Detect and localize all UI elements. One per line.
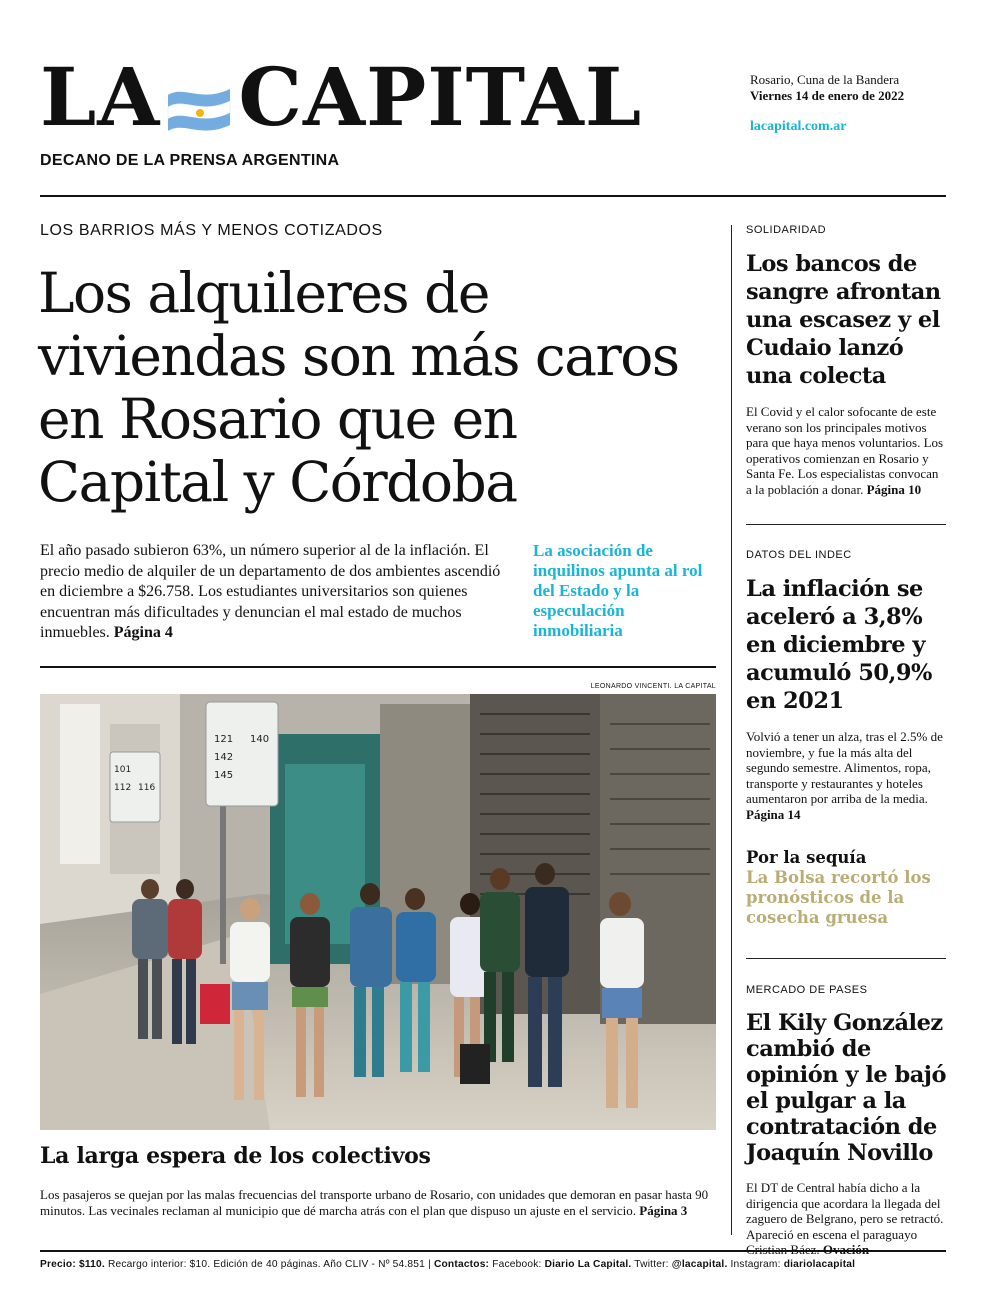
bus-sign-number: 140 — [250, 734, 270, 745]
top-rule — [40, 195, 946, 197]
main-story-deck — [40, 541, 510, 644]
website-link[interactable]: lacapital.com.ar — [750, 119, 847, 134]
facebook-link[interactable]: Diario La Capital. — [544, 1259, 632, 1270]
masthead — [40, 50, 740, 169]
related-story-link[interactable]: La asociación de inquilinos apunta al rol del Estado y la especulación inmobiliaria — [533, 541, 703, 640]
sidebar-story-body-text: El Covid y el calor sofocante de este verano son los principales motivos para que haya menos voluntarios. Los operativos comienzan en Rosario y Santa Fe. Los especialistas convocan a la población a donar. — [746, 404, 944, 497]
sidebar-story-headline[interactable]: La inflación se aceleró a 3,8% en diciembre y acumuló 50,9% en 2021 — [746, 576, 932, 714]
mid-rule — [40, 666, 716, 668]
photo-credit: LEONARDO VINCENTI. LA CAPITAL — [590, 683, 716, 690]
bus-sign-number: 116 — [138, 783, 156, 793]
footer-instagram-label: Instagram: — [730, 1259, 781, 1270]
bottom-rule — [40, 1250, 946, 1252]
footer-price-label: Precio: — [40, 1259, 76, 1270]
sidebar-story-body — [746, 729, 946, 822]
photo-story-page-ref[interactable]: Página 3 — [639, 1203, 688, 1218]
sidebar-story-inflation — [746, 549, 946, 822]
sidebar-story-kicker: DATOS DEL INDEC — [746, 549, 852, 561]
sidebar-rule — [746, 524, 946, 525]
footer-surcharge: Recargo interior: $10. — [107, 1259, 211, 1270]
sidebar-rule — [746, 958, 946, 959]
sidebar-story-page-ref[interactable]: Página 14 — [746, 806, 801, 822]
bus-sign-number: 101 — [114, 765, 132, 775]
photo-story-caption — [40, 1187, 716, 1219]
sidebar-story-body — [746, 404, 946, 497]
bolsa-teaser-sub: La Bolsa recortó los pronósticos de la cosecha gruesa — [746, 868, 931, 927]
sidebar-story-headline[interactable]: El Kily González cambió de opinión y le bajó el pulgar a la contratación de Joaquín Novillo — [746, 1010, 946, 1166]
bus-sign-number: 112 — [114, 783, 132, 793]
logo[interactable] — [40, 52, 740, 142]
column-separator — [731, 225, 732, 1235]
logo-text-capital: CAPITAL — [238, 50, 643, 144]
footer-facebook-label: Facebook: — [492, 1259, 542, 1270]
dateline-date: Viernes 14 de enero de 2022 — [750, 88, 905, 103]
main-story-page-ref[interactable]: Página 4 — [113, 624, 173, 641]
bolsa-teaser-head: Por la sequía — [746, 848, 867, 867]
bus-sign-number: 145 — [214, 770, 234, 781]
bus-sign-number: 142 — [214, 752, 234, 763]
dateline-city: Rosario, Cuna de la Bandera — [750, 72, 900, 87]
logo-text-la: LA — [40, 50, 161, 144]
main-story-headline[interactable]: Los alquileres de viviendas son más caros en Rosario que en Capital y Córdoba — [38, 261, 679, 514]
sidebar-story-kicker: MERCADO DE PASES — [746, 984, 868, 996]
bus-stop-photo — [40, 694, 716, 1130]
sidebar-story-body — [746, 1180, 946, 1258]
sidebar-story-page-ref[interactable]: Página 10 — [866, 481, 922, 497]
footer-twitter-label: Twitter: — [634, 1259, 669, 1270]
masthead-tagline: DECANO DE LA PRENSA ARGENTINA — [40, 152, 340, 169]
bolsa-teaser[interactable] — [746, 848, 946, 928]
instagram-link[interactable]: diariolacapital — [783, 1259, 856, 1270]
argentine-flag-icon — [164, 68, 234, 128]
sidebar-story-body-text: Volvió a tener un alza, tras el 2.5% de noviembre, y fue la más alta del segundo semestre. Alimentos, ropa, transporte y restaurantes y hoteles aumentaron por arriba de la media. — [746, 729, 943, 806]
footer-contacts-label: Contactos: — [433, 1259, 490, 1270]
photo-story-title[interactable]: La larga espera de los colectivos — [40, 1143, 431, 1169]
footer-separator: | — [428, 1259, 431, 1270]
footer-price: $110. — [78, 1259, 105, 1270]
twitter-link[interactable]: @lacapital. — [671, 1259, 728, 1270]
dateline — [750, 72, 904, 135]
photo-caption-text: Los pasajeros se quejan por las malas frecuencias del transporte urbano de Rosario, con unidades que demoran en pasar hasta 90 minutos. Las vecinales reclaman al municipio que dé marcha atrás con el plan que dispuso un ajuste en el servicio. — [40, 1187, 709, 1218]
footer-edition: Edición de 40 páginas. Año CLIV - Nº 54.851 — [213, 1259, 426, 1270]
sidebar-story-headline[interactable]: Los bancos de sangre afrontan una escasez y el Cudaio lanzó una colecta — [746, 251, 941, 389]
footer — [40, 1259, 946, 1270]
bus-sign-number: 121 — [214, 734, 234, 745]
main-story-deck-text: El año pasado subieron 63%, un número superior al de la inflación. El precio medio de alquiler de un departamento de dos ambientes ascendió en diciembre a $26.758. Los estudiantes universitarios son quienes encuentran más dificultades y denuncian el mal estado de muchos inmuebles. — [40, 542, 501, 641]
sidebar-story-football — [746, 984, 946, 1258]
sidebar-story-kicker: SOLIDARIDAD — [746, 224, 827, 236]
sidebar-story-body-text: El DT de Central había dicho a la dirigencia que acordara la llegada del zaguero de Belgrano, pero se retractó. Apareció en escena el paraguayo — [746, 1180, 944, 1242]
main-story-kicker: LOS BARRIOS MÁS Y MENOS COTIZADOS — [40, 222, 383, 239]
sidebar-story-blood — [746, 224, 946, 497]
